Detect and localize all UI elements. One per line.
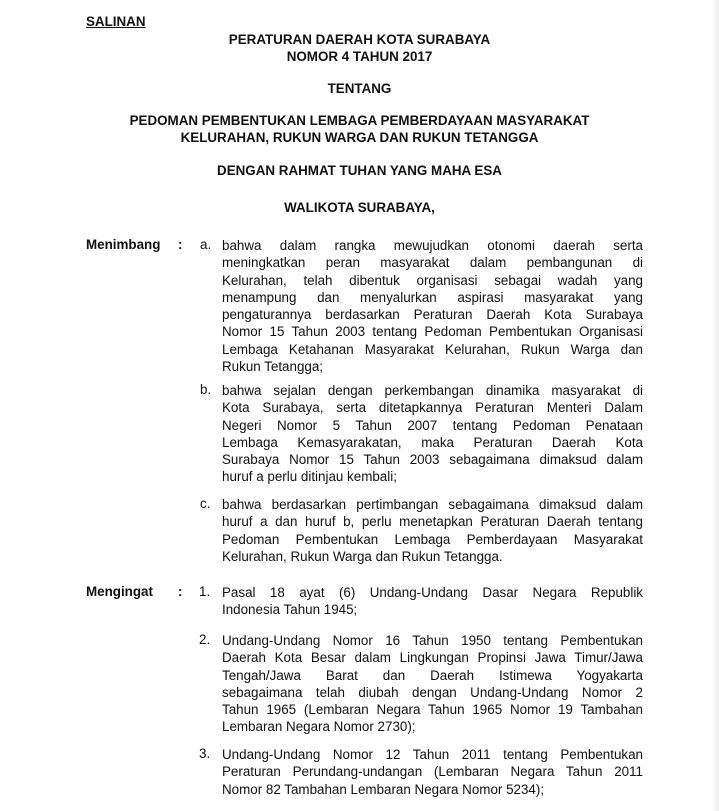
text-line: menampung dan menyalurkan aspirasi masyarakat yang xyxy=(222,289,643,305)
menimbang-item-a xyxy=(222,237,643,375)
text-line: Tahun 1965 (Lembaran Negara Tahun 1965 Nomor 19 Tambahan xyxy=(222,702,643,718)
text-line: Daerah Kota Besar dalam Lingkungan Propinsi Jawa Timur/Jawa xyxy=(222,650,643,666)
subject-line-2: KELURAHAN, RUKUN WARGA DAN RUKUN TETANGGA xyxy=(180,130,539,145)
text-line: Pedoman Pembentukan Lembaga Pemberdayaan Masyarakat xyxy=(222,531,643,547)
text-line: sebagaimana telah diubah dengan Undang-Undang Nomor 2 xyxy=(222,684,643,700)
text-line: Kota Surabaya, serta ditetapkannya Peraturan Menteri Dalam xyxy=(222,400,643,416)
text-line: Lembaga Ketahanan Masyarakat Kelurahan, Rukun Warga dan xyxy=(222,341,643,357)
text-line: meningkatkan peran masyarakat dalam pembangunan di xyxy=(222,255,643,271)
text-line: Indonesia Tahun 1945; xyxy=(222,602,358,618)
menimbang-item-a-marker: a. xyxy=(200,237,212,252)
text-line: Pasal 18 ayat (6) Undang-Undang Dasar Negara Republik xyxy=(222,585,643,600)
menimbang-item-b-marker: b. xyxy=(200,382,212,397)
regulation-title: PERATURAN DAERAH KOTA SURABAYA xyxy=(228,32,491,47)
menimbang-item-c xyxy=(222,496,643,565)
subject-line-1: PEDOMAN PEMBENTUKAN LEMBAGA PEMBERDAYAAN MASYARAKAT xyxy=(129,113,590,128)
salinan-label: SALINAN xyxy=(86,14,146,29)
text-line: bahwa dalam rangka mewujudkan otonomi daerah serta xyxy=(222,238,643,253)
mengingat-label: Mengingat xyxy=(86,584,153,599)
mengingat-colon: : xyxy=(178,584,183,599)
menimbang-item-b xyxy=(222,382,643,486)
menimbang-item-c-marker: c. xyxy=(200,496,211,511)
text-line: Undang-Undang Nomor 16 Tahun 1950 tentang Pembentukan xyxy=(222,633,643,648)
menimbang-label: Menimbang xyxy=(86,237,161,252)
mengingat-item-3-marker: 3. xyxy=(199,746,211,761)
mengingat-item-1 xyxy=(222,584,643,619)
text-line: Tengah/Jawa Barat dan Daerah Istimewa Yogyakarta xyxy=(222,667,643,683)
text-line: Kelurahan, telah dibentuk organisasi sebagai wadah yang xyxy=(222,272,643,288)
text-line: pengaturannya berdasarkan Peraturan Daerah Kota Surabaya xyxy=(222,307,643,323)
tentang-heading: TENTANG xyxy=(327,81,392,96)
mengingat-item-3 xyxy=(222,746,643,798)
scan-edge-shadow xyxy=(711,0,719,811)
text-line: Nomor 82 Tambahan Lembaran Negara Nomor 5234); xyxy=(222,781,545,797)
regulation-number: NOMOR 4 TAHUN 2017 xyxy=(286,49,433,64)
mengingat-item-2 xyxy=(222,632,643,736)
text-line: Peraturan Perundang-undangan (Lembaran Negara Tahun 2011 xyxy=(222,764,643,780)
text-line: huruf a dan huruf b, perlu menetapkan Peraturan Daerah tentang xyxy=(222,514,643,530)
walikota-line: WALIKOTA SURABAYA, xyxy=(284,200,435,215)
text-line: huruf a perlu ditinjau kembali; xyxy=(222,469,397,485)
menimbang-colon: : xyxy=(178,237,183,252)
text-line: Negeri Nomor 5 Tahun 2007 tentang Pedoman Penataan xyxy=(222,417,643,433)
text-line: Kelurahan, Rukun Warga dan Rukun Tetangga. xyxy=(222,548,503,564)
text-line: Surabaya Nomor 15 Tahun 2003 sebagaimana dimaksud dalam xyxy=(222,452,643,468)
text-line: bahwa sejalan dengan perkembangan dinamika masyarakat di xyxy=(222,383,643,398)
text-line: Nomor 15 Tahun 2003 tentang Pedoman Pembentukan Organisasi xyxy=(222,324,643,340)
text-line: Lembaga Kemasyarakatan, maka Peraturan Daerah Kota xyxy=(222,434,643,450)
text-line: Rukun Tetangga; xyxy=(222,359,324,375)
text-line: Lembaran Negara Nomor 2730); xyxy=(222,719,416,735)
rahmat-line: DENGAN RAHMAT TUHAN YANG MAHA ESA xyxy=(217,163,502,178)
text-line: Undang-Undang Nomor 12 Tahun 2011 tentang Pembentukan xyxy=(222,747,643,762)
mengingat-item-2-marker: 2. xyxy=(199,632,211,647)
mengingat-item-1-marker: 1. xyxy=(199,584,211,599)
text-line: bahwa berdasarkan pertimbangan sebagaimana dimaksud dalam xyxy=(222,497,643,512)
